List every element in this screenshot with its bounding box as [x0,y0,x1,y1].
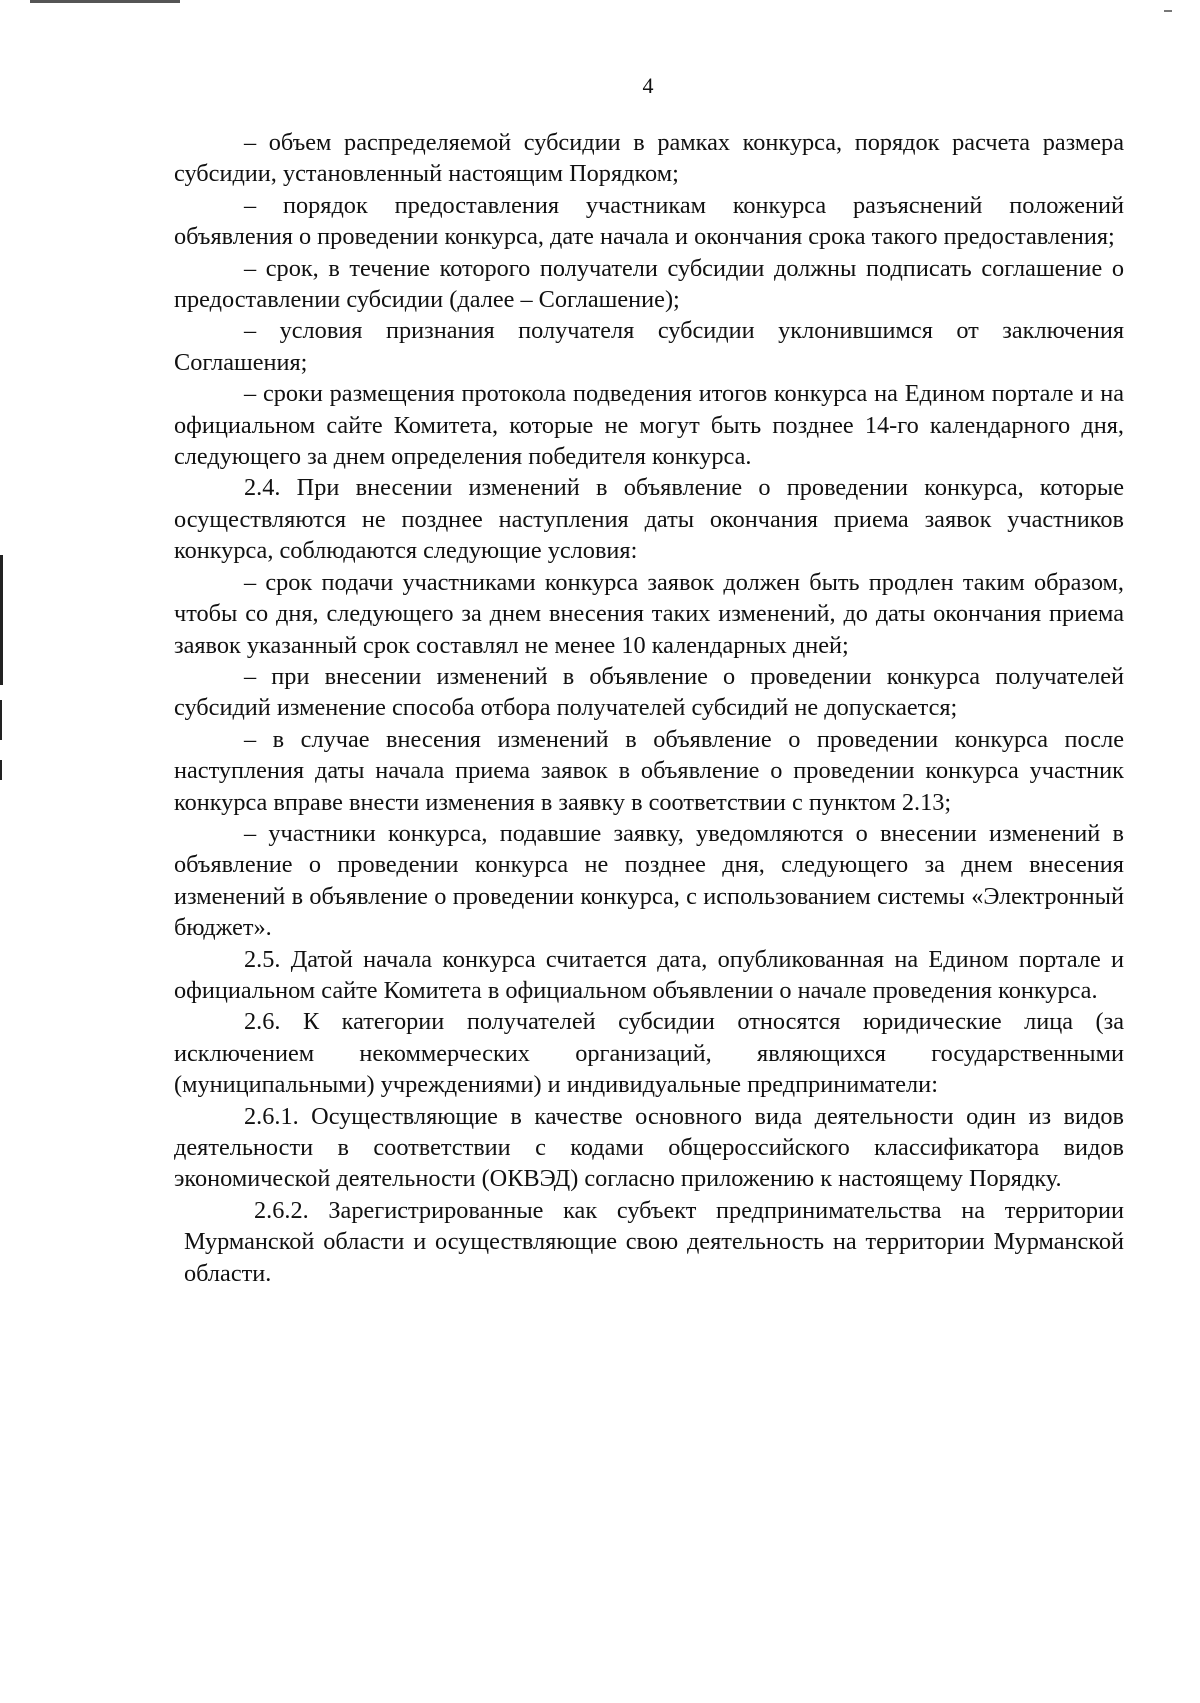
paragraph: 2.4. При внесении изменений в объявление о проведении конкурса, которые осуществляются не позднее наступления даты окончания приема заявок участников конкурса, соблюдаются следующие условия: [174,474,1124,565]
document-body [174,127,1124,1289]
scan-artifact-corner [1164,10,1172,12]
scan-margin-bar [0,555,3,685]
paragraph: – при внесении изменений в объявление о проведении конкурса получателей субсидий изменение способа отбора получателей субсидий не допускается; [174,662,1124,722]
paragraph: – участники конкурса, подавшие заявку, уведомляются о внесении изменений в объявление о проведении конкурса не позднее дня, следующего за днем внесения изменений в объявление о проведении конкурса, с использованием системы «Электронный бюджет». [174,819,1124,942]
paragraph: – сроки размещения протокола подведения итогов конкурса на Едином портале и на официальном сайте Комитета, которые не могут быть позднее 14-го календарного дня, следующего за днем определения победителя конкурса. [174,380,1124,471]
page-number: 4 [642,73,654,98]
paragraph: – порядок предоставления участникам конкурса разъяснений положений объявления о проведении конкурса, дате начала и окончания срока такого предоставления; [174,191,1124,251]
paragraph: – в случае внесения изменений в объявление о проведении конкурса после наступления даты начала приема заявок в объявление о проведении конкурса участник конкурса вправе внести изменения в заявку в соответствии с пунктом 2.13; [174,725,1124,816]
paragraph: – условия признания получателя субсидии уклонившимся от заключения Соглашения; [174,317,1124,376]
paragraph: 2.5. Датой начала конкурса считается дата, опубликованная на Едином портале и официальном сайте Комитета в официальном объявлении о начале проведения конкурса. [174,945,1124,1004]
scan-margin-bar [0,760,2,780]
paragraph: 2.6. К категории получателей субсидии относятся юридические лица (за исключением некоммерческих организаций, являющихся государственными (муниципальными) учреждениями) и индивидуальные предприниматели: [174,1008,1124,1099]
paragraph: 2.6.1. Осуществляющие в качестве основного вида деятельности один из видов деятельности в соответствии с кодами общероссийского классификатора видов экономической деятельности (ОКВЭД) согласно приложению к настоящему Порядку. [174,1102,1124,1193]
scan-margin-bar [0,700,2,740]
paragraph: 2.6.2. Зарегистрированные как субъект предпринимательства на территории Мурманской области и осуществляющие свою деятельность на территории Мурманской области. [184,1196,1124,1287]
paragraph: – срок, в течение которого получатели субсидии должны подписать соглашение о предоставлении субсидии (далее – Соглашение); [174,254,1124,314]
paragraph: – объем распределяемой субсидии в рамках конкурса, порядок расчета размера субсидии, установленный настоящим Порядком; [174,129,1124,188]
paragraph: – срок подачи участниками конкурса заявок должен быть продлен таким образом, чтобы со дня, следующего за днем внесения таких изменений, до даты окончания приема заявок указанный срок составлял не менее 10 календарных дней; [174,568,1124,659]
scan-artifact-top [30,0,180,3]
